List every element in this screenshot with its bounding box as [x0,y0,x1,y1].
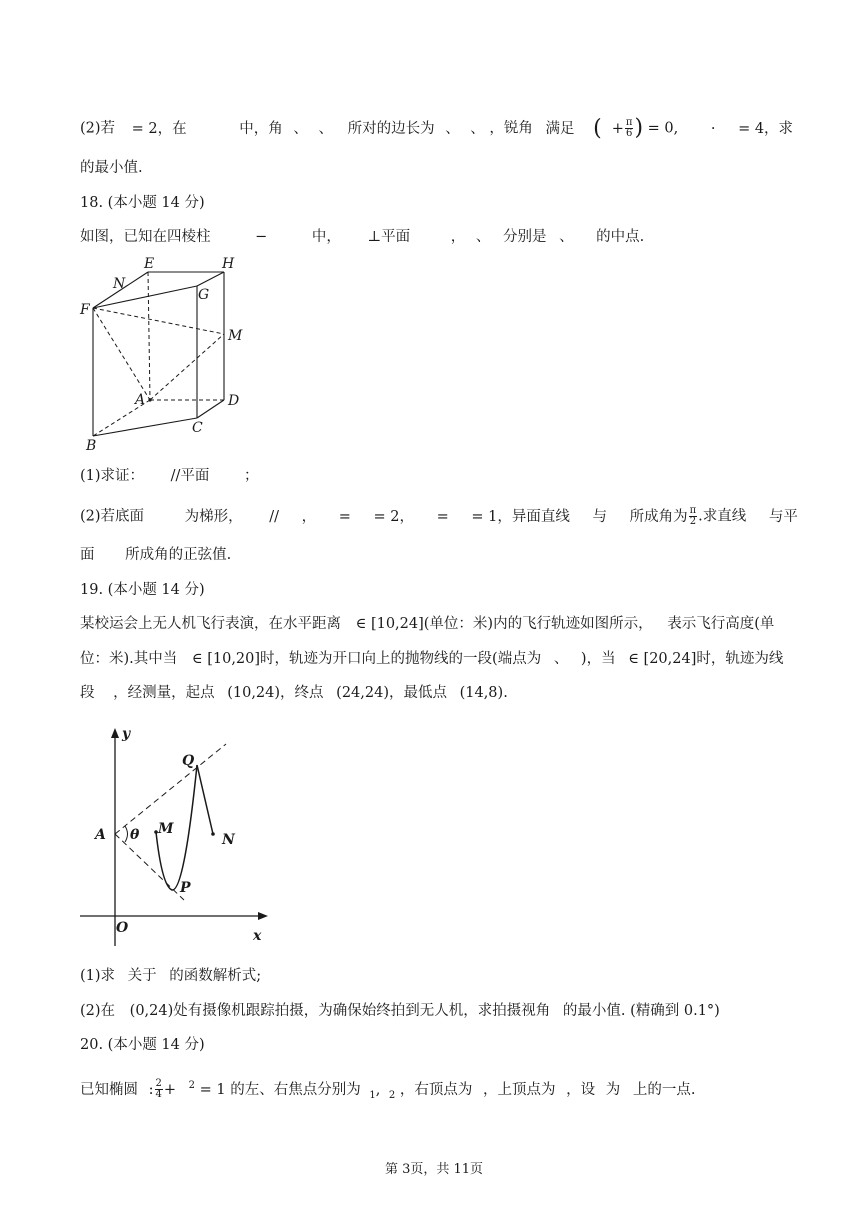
point-N [211,832,215,836]
text: 段 [80,685,95,701]
text: ， [450,229,466,245]
text: 2 [188,1080,196,1091]
q19-part1 [80,966,798,986]
text: 、 [318,120,333,137]
text: (1)求证： [80,468,145,484]
text: = [436,508,449,525]
point-A [148,398,151,401]
label-O: O [116,920,129,936]
text: 满足 [545,120,575,137]
q18-intro [80,227,798,247]
label-M: M [158,821,174,837]
edge-AM [150,334,224,400]
q19-line3 [80,683,798,703]
text: (2)若 [80,120,116,137]
label-A: A [135,392,146,408]
q17-part2-line1: (2)若 = 2，在 中，角 、 、 所对的边长为 、 、 ，锐角 满足 ( + $\frac{\pi}{6}$ ) = 0, · = 4，求 [80,115,794,141]
text: (2)在 [80,1003,116,1019]
fraction-pi-2: $\frac{\pi}{2}$ [689,505,697,527]
text: 为梯形， [184,508,243,525]
text: = 0, [647,120,679,137]
text: 1 [369,1089,376,1101]
text: + [163,1081,177,1098]
text: )，当 [580,651,616,667]
label-B: B [86,438,97,454]
q19-header: 19. (本小题 14 分) [80,582,205,598]
text: //平面 [170,468,210,484]
label-H: H [222,256,235,272]
text: ； [244,468,259,484]
text: // [269,508,280,525]
edge-FG [93,286,197,308]
text: (10,24)，终点 [227,685,324,701]
label-x: x [253,928,262,944]
text: = 1，异面直线 [471,508,570,525]
text: (24,24)，最低点 [336,685,447,701]
text: ⊥平面 [367,229,411,245]
text: .求直线 [698,508,747,525]
q19-part2 [80,1001,798,1021]
text: = [338,508,351,525]
arc-theta [125,826,128,842]
q18-part2-line2 [80,545,798,565]
label-M: M [228,328,243,344]
text: 2 [388,1089,396,1101]
prism-figure [78,250,258,455]
text: ∈ [10,24](单位：米)内的飞行轨迹如图所示， [355,616,653,632]
label-E: E [144,256,155,272]
y-axis-arrow [111,728,119,738]
label-D: D [228,393,240,409]
edge-CD [197,400,224,418]
label-N: N [113,276,126,292]
text: 、 [475,229,491,245]
q20-line: 已知椭圆 : $\frac{2}{4}$ + $^2$ = 1 的左、右焦点分别为 $_1$, $_2$ ，右顶点为 ，上顶点为 ，设 为 上的一点. [80,1078,696,1101]
text: 中， [311,229,341,245]
label-C: C [192,420,203,436]
text: 分别是 [502,229,547,245]
text: 的中点. [596,229,645,245]
text: : [148,1081,154,1098]
text: − [255,229,268,245]
text: ，经测量，起点 [113,685,215,701]
label-Q: Q [182,753,195,769]
text: 、 [470,120,485,137]
text: 的函数解析式; [169,968,262,984]
label-P: P [180,880,191,896]
text: = 2， [373,508,415,525]
fraction-pi-6: $\frac{\pi}{6}$ [625,117,633,139]
text: ，设 [566,1081,596,1098]
text: ，锐角 [489,120,533,137]
text: ∈ [20,24]时，轨迹为线 [628,651,784,667]
text: 所对的边长为 [347,120,435,137]
text: + [611,120,624,137]
text: (14,8). [459,685,508,701]
q17-part2-line2: 的最小值. [80,160,143,176]
text: (2)若底面 [80,508,145,525]
label-N: N [222,832,235,848]
text: 、 [559,229,574,245]
text: (1)求 [80,968,116,984]
text: (0,24)处有摄像机跟踪拍摄，为确保始终拍到无人机，求拍摄视角 [129,1003,551,1019]
text: 已知椭圆 [80,1081,138,1098]
text: 、 [293,120,308,137]
edge-FM [93,308,224,334]
flight-path-figure [76,718,276,950]
label-y: y [122,726,131,742]
label-A: A [95,827,106,843]
label-F: F [80,302,90,318]
text: 中，角 [239,120,283,137]
text: 某校运会上无人机飞行表演，在水平距离 [80,616,341,632]
q19-line2 [80,649,798,669]
q18-part1 [80,466,798,486]
text: 与 [592,508,607,525]
text: 所成角的正弦值. [125,547,232,563]
text: 表示飞行高度(单 [667,616,775,632]
text: 、 [553,651,569,667]
edge-EA [148,272,150,400]
text: 、 [445,120,460,137]
segment-QN [197,765,213,834]
page-footer: 第 3页，共 11页 [384,1162,484,1177]
text: 的最小值. (精确到 0.1°) [562,1003,720,1019]
text: · [710,120,716,137]
edge-HG [197,272,224,286]
text: 位：米).其中当 [80,651,178,667]
text: ∈ [10,20]时，轨迹为开口向上的抛物线的一段(端点为 [191,651,542,667]
edge-BC [93,418,197,436]
text: 如图，已知在四棱柱 [80,229,211,245]
q19-line1 [80,614,798,634]
fraction-x2-4: $\frac{2}{4}$ [155,1078,162,1101]
text: = 4，求 [738,120,794,137]
text: = 1 的左、右焦点分别为 [199,1081,361,1098]
text: ，上顶点为 [483,1081,556,1098]
text: 上的一点. [632,1081,696,1098]
text: 关于 [127,968,157,984]
x-axis-arrow [258,912,268,920]
text: ， [301,508,317,525]
edge-FA [93,308,150,400]
label-theta: θ [130,827,140,843]
text: 为 [605,1081,621,1098]
q18-part2-line1 [80,506,798,527]
text: = 2，在 [131,120,187,137]
label-G: G [198,287,210,303]
text: ，右顶点为 [399,1081,473,1098]
q20-header: 20. (本小题 14 分) [80,1037,205,1053]
text: 所成角为 [629,508,688,525]
text: 面 [80,547,95,563]
q18-header: 18. (本小题 14 分) [80,195,205,211]
text: 与平 [768,508,798,525]
